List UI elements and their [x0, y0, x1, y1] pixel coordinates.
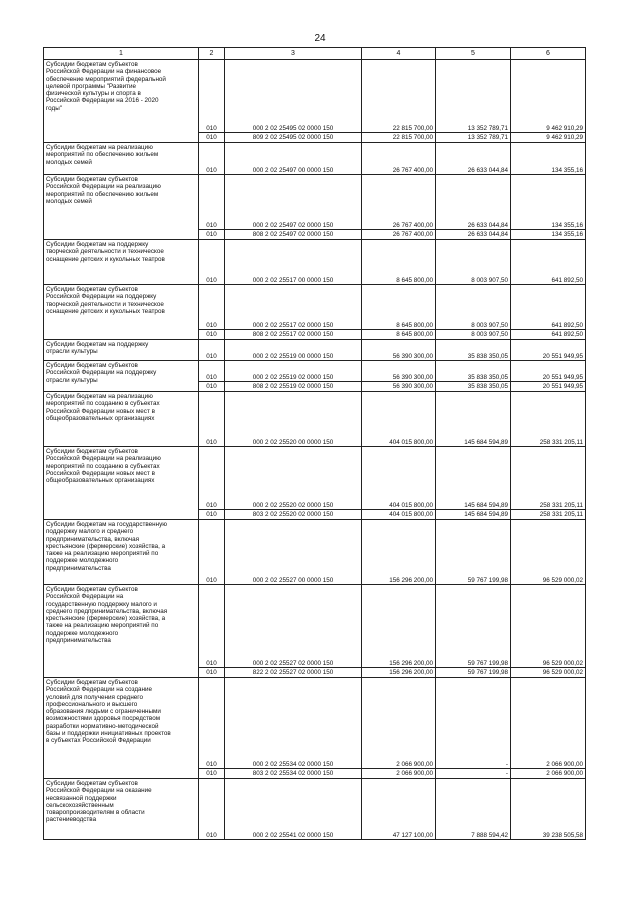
row-executed: - — [436, 678, 511, 769]
row-approved: 56 390 300,00 — [362, 361, 436, 382]
header-row — [44, 48, 586, 60]
row-name: Субсидии бюджетам на реализацию мероприятий по обеспечению жильем молодых семей — [44, 143, 199, 175]
subrow-executed: 59 767 199,98 — [436, 668, 511, 678]
subrow-approved: 8 645 800,00 — [362, 330, 436, 340]
subrow-code: 010 — [199, 330, 225, 340]
row-approved: 156 296 200,00 — [362, 585, 436, 668]
subrow-kbk: 808 2 02 25519 02 0000 150 — [225, 382, 362, 392]
table-row — [44, 143, 586, 175]
table-row — [44, 520, 586, 585]
row-name: Субсидии бюджетам субъектов Российской Федерации на финансовое обеспечение мероприятий федеральной целевой программы "Развитие физической культуры и спорта в Российской Федерации на 2016 - 2020 годы" — [44, 60, 199, 143]
row-name: Субсидии бюджетам на государственную поддержку малого и среднего предпринимательства, включая крестьянские (фермерские) хозяйства, а также на реализацию мероприятий по поддержке молодежного предпринимательства — [44, 520, 199, 585]
subrow-code: 010 — [199, 510, 225, 520]
row-unexecuted: 2 066 900,00 — [511, 678, 586, 769]
subrow-approved: 22 815 700,00 — [362, 133, 436, 143]
row-approved: 2 066 900,00 — [362, 678, 436, 769]
subrow-unexecuted: 258 331 205,11 — [511, 510, 586, 520]
row-name: Субсидии бюджетам на реализацию мероприятий по созданию в субъектах Российской Федерации новых мест в общеобразовательных организациях — [44, 392, 199, 447]
row-code: 010 — [199, 340, 225, 361]
row-executed: 59 767 199,98 — [436, 520, 511, 585]
row-code: 010 — [199, 285, 225, 330]
row-approved: 26 767 400,00 — [362, 175, 436, 230]
column-header: 4 — [362, 48, 436, 60]
subrow-approved: 156 296 200,00 — [362, 668, 436, 678]
row-code: 010 — [199, 361, 225, 382]
row-name: Субсидии бюджетам субъектов Российской Федерации на оказание несвязанной поддержки сельскохозяйственным товаропроизводителям в области растениеводства — [44, 779, 199, 840]
row-unexecuted: 39 238 505,58 — [511, 779, 586, 840]
row-executed: 59 767 199,98 — [436, 585, 511, 668]
row-kbk: 000 2 02 25517 02 0000 150 — [225, 285, 362, 330]
row-kbk: 000 2 02 25520 00 0000 150 — [225, 392, 362, 447]
row-unexecuted: 9 462 910,29 — [511, 60, 586, 133]
row-executed: 13 352 789,71 — [436, 60, 511, 133]
row-code: 010 — [199, 143, 225, 175]
column-header: 1 — [44, 48, 199, 60]
row-approved: 26 767 400,00 — [362, 143, 436, 175]
row-approved: 22 815 700,00 — [362, 60, 436, 133]
row-kbk: 000 2 02 25519 02 0000 150 — [225, 361, 362, 382]
row-name: Субсидии бюджетам на поддержку отрасли культуры — [44, 340, 199, 361]
column-header: 6 — [511, 48, 586, 60]
row-name: Субсидии бюджетам на поддержку творческой деятельности и техническое оснащение детских и кукольных театров — [44, 240, 199, 285]
row-code: 010 — [199, 60, 225, 133]
table-row — [44, 340, 586, 361]
subrow-unexecuted: 641 892,50 — [511, 330, 586, 340]
row-executed: 26 633 044,84 — [436, 175, 511, 230]
row-kbk: 000 2 02 25527 00 0000 150 — [225, 520, 362, 585]
row-unexecuted: 134 355,16 — [511, 175, 586, 230]
subrow-approved: 404 015 800,00 — [362, 510, 436, 520]
row-approved: 404 015 800,00 — [362, 392, 436, 447]
subrow-executed: 145 684 594,89 — [436, 510, 511, 520]
column-header: 5 — [436, 48, 511, 60]
row-code: 010 — [199, 585, 225, 668]
row-code: 010 — [199, 447, 225, 510]
row-kbk: 000 2 02 25519 00 0000 150 — [225, 340, 362, 361]
row-code: 010 — [199, 175, 225, 230]
subrow-executed: 8 003 907,50 — [436, 330, 511, 340]
subrow-code: 010 — [199, 133, 225, 143]
row-code: 010 — [199, 678, 225, 769]
row-unexecuted: 96 529 000,02 — [511, 585, 586, 668]
row-name: Субсидии бюджетам субъектов Российской Федерации на создание условий для получения среднего профессионального и высшего образования людьми с ограниченными возможностями здоровья посредством разработки нормативно-методической базы и поддержки инициативных проектов в субъектах Российской Федерации — [44, 678, 199, 779]
row-name: Субсидии бюджетам субъектов Российской Федерации на реализацию мероприятий по обеспечению жильем молодых семей — [44, 175, 199, 240]
row-kbk: 000 2 02 25497 00 0000 150 — [225, 143, 362, 175]
subrow-kbk: 822 2 02 25527 02 0000 150 — [225, 668, 362, 678]
row-unexecuted: 20 551 949,95 — [511, 340, 586, 361]
table-row — [44, 678, 586, 769]
row-executed: 145 684 594,89 — [436, 447, 511, 510]
table-row — [44, 361, 586, 382]
row-executed: 35 838 350,05 — [436, 340, 511, 361]
row-executed: 8 003 907,50 — [436, 285, 511, 330]
subrow-approved: 26 767 400,00 — [362, 230, 436, 240]
subrow-code: 010 — [199, 668, 225, 678]
subrow-kbk: 808 2 02 25497 02 0000 150 — [225, 230, 362, 240]
row-kbk: 000 2 02 25497 02 0000 150 — [225, 175, 362, 230]
subrow-code: 010 — [199, 382, 225, 392]
row-unexecuted: 20 551 949,95 — [511, 361, 586, 382]
table-row — [44, 240, 586, 285]
subrow-kbk: 803 2 02 25534 02 0000 150 — [225, 769, 362, 779]
row-code: 010 — [199, 520, 225, 585]
table-row — [44, 60, 586, 133]
table-row — [44, 175, 586, 230]
column-header: 2 — [199, 48, 225, 60]
row-name: Субсидии бюджетам субъектов Российской Федерации на государственную поддержку малого и среднего предпринимательства, включая крестьянские (фермерские) хозяйства, а также на реализацию мероприятий по поддержке молодежного предпринимательства — [44, 585, 199, 678]
table-row — [44, 447, 586, 510]
row-kbk: 000 2 02 25520 02 0000 150 — [225, 447, 362, 510]
row-approved: 47 127 100,00 — [362, 779, 436, 840]
row-name: Субсидии бюджетам субъектов Российской Федерации на поддержку творческой деятельности и техническое оснащение детских и кукольных театров — [44, 285, 199, 340]
column-header: 3 — [225, 48, 362, 60]
row-executed: 35 838 350,05 — [436, 361, 511, 382]
subrow-unexecuted: 96 529 000,02 — [511, 668, 586, 678]
row-code: 010 — [199, 779, 225, 840]
row-approved: 156 296 200,00 — [362, 520, 436, 585]
subrow-kbk: 808 2 02 25517 02 0000 150 — [225, 330, 362, 340]
row-approved: 56 390 300,00 — [362, 340, 436, 361]
row-name: Субсидии бюджетам субъектов Российской Федерации на поддержку отрасли культуры — [44, 361, 199, 392]
subrow-code: 010 — [199, 230, 225, 240]
subrow-executed: - — [436, 769, 511, 779]
row-executed: 8 003 907,50 — [436, 240, 511, 285]
table-row — [44, 392, 586, 447]
subrow-approved: 56 390 300,00 — [362, 382, 436, 392]
row-unexecuted: 134 355,16 — [511, 143, 586, 175]
row-unexecuted: 258 331 205,11 — [511, 392, 586, 447]
row-unexecuted: 641 892,50 — [511, 240, 586, 285]
table-row — [44, 585, 586, 668]
row-approved: 8 645 800,00 — [362, 240, 436, 285]
subrow-executed: 26 633 044,84 — [436, 230, 511, 240]
row-executed: 7 888 594,42 — [436, 779, 511, 840]
row-unexecuted: 641 892,50 — [511, 285, 586, 330]
subrow-kbk: 809 2 02 25495 02 0000 150 — [225, 133, 362, 143]
row-executed: 145 684 594,89 — [436, 392, 511, 447]
page-number: 24 — [314, 33, 326, 44]
budget-table — [43, 47, 586, 840]
row-kbk: 000 2 02 25527 02 0000 150 — [225, 585, 362, 668]
row-code: 010 — [199, 240, 225, 285]
row-unexecuted: 258 331 205,11 — [511, 447, 586, 510]
row-kbk: 000 2 02 25541 02 0000 150 — [225, 779, 362, 840]
subrow-unexecuted: 20 551 949,95 — [511, 382, 586, 392]
row-unexecuted: 96 529 000,02 — [511, 520, 586, 585]
subrow-executed: 13 352 789,71 — [436, 133, 511, 143]
row-executed: 26 633 044,84 — [436, 143, 511, 175]
row-kbk: 000 2 02 25517 00 0000 150 — [225, 240, 362, 285]
row-kbk: 000 2 02 25534 02 0000 150 — [225, 678, 362, 769]
row-kbk: 000 2 02 25495 02 0000 150 — [225, 60, 362, 133]
subrow-unexecuted: 9 462 910,29 — [511, 133, 586, 143]
row-approved: 8 645 800,00 — [362, 285, 436, 330]
table-row — [44, 779, 586, 840]
row-name: Субсидии бюджетам субъектов Российской Федерации на реализацию мероприятий по созданию в субъектах Российской Федерации новых мест в общеобразовательных организациях — [44, 447, 199, 520]
subrow-executed: 35 838 350,05 — [436, 382, 511, 392]
row-approved: 404 015 800,00 — [362, 447, 436, 510]
table-row — [44, 285, 586, 330]
row-code: 010 — [199, 392, 225, 447]
subrow-approved: 2 066 900,00 — [362, 769, 436, 779]
subrow-code: 010 — [199, 769, 225, 779]
subrow-unexecuted: 2 066 900,00 — [511, 769, 586, 779]
subrow-kbk: 803 2 02 25520 02 0000 150 — [225, 510, 362, 520]
subrow-unexecuted: 134 355,16 — [511, 230, 586, 240]
